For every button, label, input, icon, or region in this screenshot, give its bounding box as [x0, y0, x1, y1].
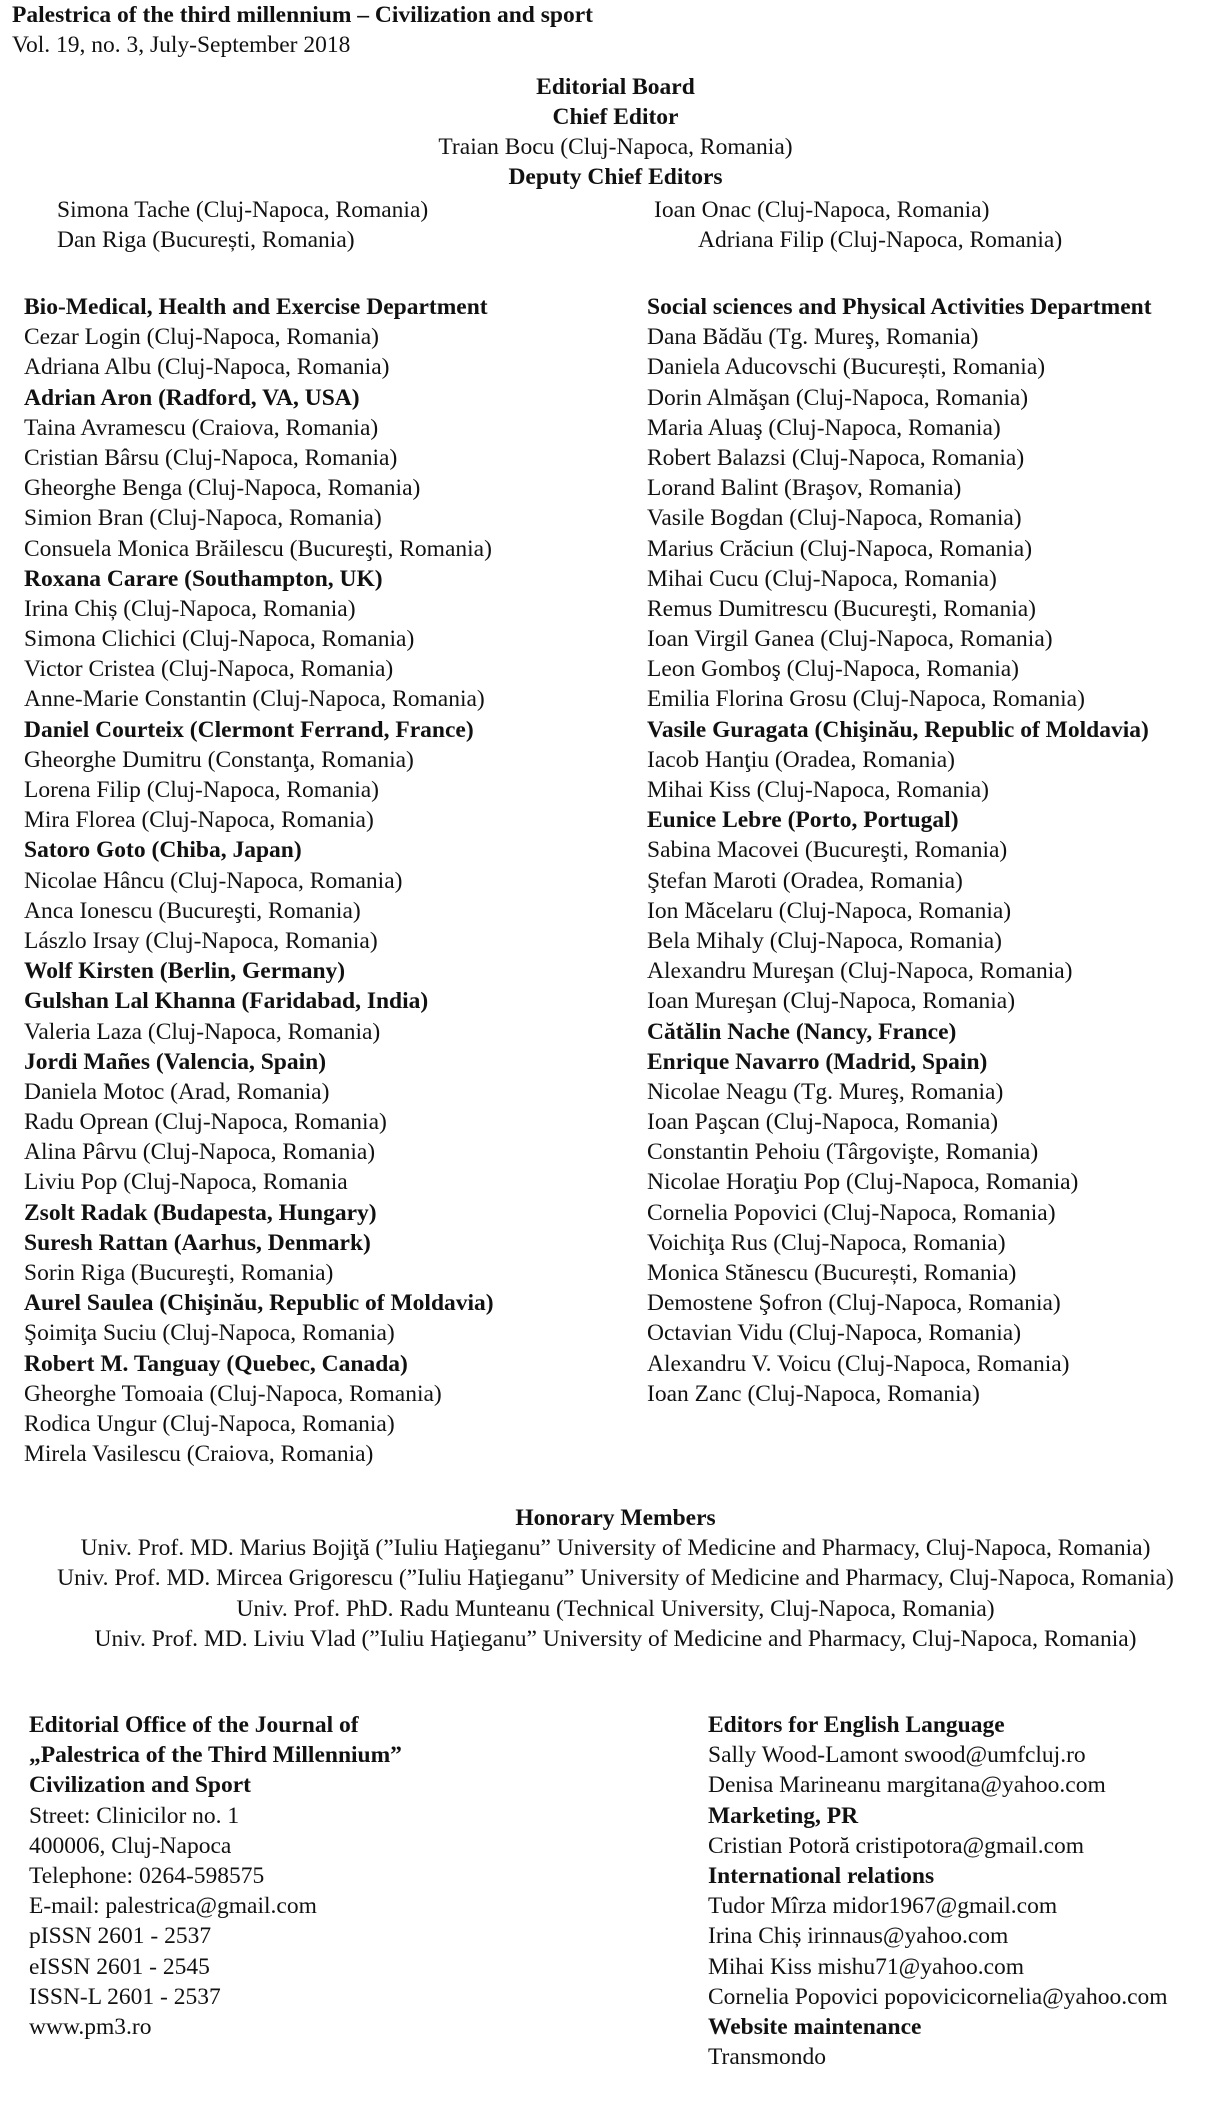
member-entry: Gheorghe Dumitru (Constanţa, Romania) — [24, 746, 414, 773]
office-website[interactable]: www.pm3.ro — [29, 2013, 152, 2040]
journal-title: Palestrica of the third millennium – Civilization and sport — [12, 2, 593, 28]
member-entry: Suresh Rattan (Aarhus, Denmark) — [24, 1229, 371, 1256]
member-entry: Daniela Motoc (Arad, Romania) — [24, 1078, 330, 1105]
staff-section-heading: International relations — [708, 1862, 935, 1889]
editorial-office — [29, 1710, 402, 2042]
member-entry: Sabina Macovei (Bucureşti, Romania) — [647, 837, 1008, 864]
member-entry: Zsolt Radak (Budapesta, Hungary) — [24, 1199, 377, 1226]
member-entry: Robert Balazsi (Cluj-Napoca, Romania) — [647, 444, 1025, 471]
member-entry: Mira Florea (Cluj-Napoca, Romania) — [24, 807, 374, 834]
member-entry: Liviu Pop (Cluj-Napoca, Romania — [24, 1169, 348, 1196]
member-entry: Lorena Filip (Cluj-Napoca, Romania) — [24, 777, 380, 803]
member-entry: Gulshan Lal Khanna (Faridabad, India) — [24, 988, 429, 1015]
volume-info: Vol. 19, no. 3, July-September 2018 — [12, 32, 351, 58]
staff-entry: Irina Chiș irinnaus@yahoo.com — [708, 1923, 1009, 1950]
chief-editor: Traian Bocu (Cluj-Napoca, Romania) — [438, 134, 793, 160]
member-entry: Valeria Laza (Cluj-Napoca, Romania) — [24, 1018, 381, 1045]
deputy-editors-heading: Deputy Chief Editors — [508, 164, 723, 190]
member-entry: Octavian Vidu (Cluj-Napoca, Romania) — [647, 1320, 1022, 1347]
staff-section-heading: Marketing, PR — [708, 1802, 859, 1829]
social-sciences-department — [647, 292, 1152, 1409]
staff-list — [708, 1710, 1168, 2072]
staff-contacts — [708, 1710, 1168, 2072]
member-entry: Cezar Login (Cluj-Napoca, Romania) — [24, 324, 379, 351]
staff-entry: Transmondo — [708, 2044, 826, 2071]
member-entry: Bela Mihaly (Cluj-Napoca, Romania) — [647, 927, 1003, 954]
member-entry: Aurel Saulea (Chişinău, Republic of Moldavia) — [24, 1290, 494, 1317]
office-pissn: pISSN 2601 - 2537 — [29, 1923, 212, 1950]
member-entry: Remus Dumitrescu (Bucureşti, Romania) — [647, 595, 1036, 622]
department-heading: Bio-Medical, Health and Exercise Department — [24, 294, 488, 320]
member-entry: Vasile Guragata (Chişinău, Republic of Moldavia) — [647, 716, 1149, 743]
office-eissn: eISSN 2601 - 2545 — [29, 1953, 210, 1980]
member-entry: Şoimiţa Suciu (Cluj-Napoca, Romania) — [24, 1320, 395, 1347]
member-entry: Satoro Goto (Chiba, Japan) — [24, 837, 302, 864]
member-entry: Taina Avramescu (Craiova, Romania) — [24, 414, 379, 441]
staff-entry: Cornelia Popovici popovicicornelia@yahoo.com — [708, 1983, 1168, 2010]
member-entry: Roxana Carare (Southampton, UK) — [24, 565, 383, 592]
member-entry: Mihai Cucu (Cluj-Napoca, Romania) — [647, 565, 997, 592]
member-entry: Iacob Hanţiu (Oradea, Romania) — [647, 746, 955, 773]
biomedical-department — [24, 292, 494, 1469]
member-entry: Voichiţa Rus (Cluj-Napoca, Romania) — [647, 1229, 1006, 1256]
office-city: 400006, Cluj-Napoca — [29, 1832, 232, 1859]
member-entry: Nicolae Hâncu (Cluj-Napoca, Romania) — [24, 867, 403, 894]
member-entry: Adriana Albu (Cluj-Napoca, Romania) — [24, 354, 390, 381]
member-entry: Mihai Kiss (Cluj-Napoca, Romania) — [647, 777, 989, 803]
department-heading: Social sciences and Physical Activities Department — [647, 294, 1152, 320]
staff-section-heading: Editors for English Language — [708, 1712, 1005, 1738]
member-entry: Cornelia Popovici (Cluj-Napoca, Romania) — [647, 1199, 1056, 1226]
member-entry: Daniela Aducovschi (București, Romania) — [647, 354, 1046, 381]
member-entry: Ioan Paşcan (Cluj-Napoca, Romania) — [647, 1109, 999, 1136]
member-entry: Radu Oprean (Cluj-Napoca, Romania) — [24, 1109, 387, 1136]
member-entry: Cătălin Nache (Nancy, France) — [647, 1018, 957, 1045]
member-entry: Cristian Bârsu (Cluj-Napoca, Romania) — [24, 444, 398, 471]
member-entry: Emilia Florina Grosu (Cluj-Napoca, Romania) — [647, 686, 1085, 713]
member-entry: Anca Ionescu (Bucureşti, Romania) — [24, 897, 361, 924]
member-entry: Jordi Mañes (Valencia, Spain) — [24, 1048, 327, 1075]
deputy-editor: Ioan Onac (Cluj-Napoca, Romania) — [654, 197, 990, 223]
member-entry: Simona Clichici (Cluj-Napoca, Romania) — [24, 626, 415, 653]
member-entry: Consuela Monica Brăilescu (Bucureşti, Romania) — [24, 535, 492, 562]
member-entry: Constantin Pehoiu (Târgovişte, Romania) — [647, 1139, 1039, 1166]
member-entry: Sorin Riga (Bucureşti, Romania) — [24, 1260, 334, 1286]
office-issnl: ISSN-L 2601 - 2537 — [29, 1983, 221, 2010]
member-entry: Gheorghe Benga (Cluj-Napoca, Romania) — [24, 475, 421, 502]
member-entry: Adrian Aron (Radford, VA, USA) — [24, 384, 360, 411]
honorary-members — [0, 1503, 1231, 1654]
office-heading: „Palestrica of the Third Millennium” — [29, 1742, 402, 1769]
member-entry: Lászlo Irsay (Cluj-Napoca, Romania) — [24, 927, 378, 954]
member-entry: Anne-Marie Constantin (Cluj-Napoca, Romania) — [24, 686, 485, 713]
member-entry: Nicolae Neagu (Tg. Mureş, Romania) — [647, 1078, 1004, 1105]
staff-section-heading: Website maintenance — [708, 2013, 922, 2040]
member-entry: Leon Gomboş (Cluj-Napoca, Romania) — [647, 656, 1019, 683]
member-entry: Gheorghe Tomoaia (Cluj-Napoca, Romania) — [24, 1380, 442, 1407]
office-email[interactable]: E-mail: palestrica@gmail.com — [29, 1893, 317, 1920]
member-entry: Simion Bran (Cluj-Napoca, Romania) — [24, 505, 382, 532]
member-entry: Daniel Courteix (Clermont Ferrand, France) — [24, 716, 474, 743]
member-entry: Irina Chiș (Cluj-Napoca, Romania) — [24, 595, 356, 622]
office-heading: Editorial Office of the Journal of — [29, 1712, 359, 1738]
member-entry: Nicolae Horaţiu Pop (Cluj-Napoca, Romania) — [647, 1169, 1079, 1196]
member-entry: Alexandru Mureşan (Cluj-Napoca, Romania) — [647, 958, 1073, 985]
honorary-member: Univ. Prof. PhD. Radu Munteanu (Technical University, Cluj-Napoca, Romania) — [236, 1595, 995, 1622]
member-entry: Mirela Vasilescu (Craiova, Romania) — [24, 1441, 374, 1468]
member-entry: Maria Aluaş (Cluj-Napoca, Romania) — [647, 414, 1001, 441]
member-list — [24, 322, 494, 1469]
member-entry: Eunice Lebre (Porto, Portugal) — [647, 807, 959, 834]
editorial-board-heading: Editorial Board — [536, 74, 695, 100]
office-street: Street: Clinicilor no. 1 — [29, 1802, 240, 1829]
member-entry: Ion Măcelaru (Cluj-Napoca, Romania) — [647, 897, 1012, 924]
member-entry: Demostene Şofron (Cluj-Napoca, Romania) — [647, 1290, 1061, 1317]
staff-entry: Tudor Mîrza midor1967@gmail.com — [708, 1893, 1058, 1920]
member-entry: Rodica Ungur (Cluj-Napoca, Romania) — [24, 1410, 395, 1437]
staff-entry: Denisa Marineanu margitana@yahoo.com — [708, 1772, 1106, 1799]
honorary-member: Univ. Prof. MD. Mircea Grigorescu (”Iuliu Haţieganu” University of Medicine and Pharmacy, Cluj-Napoca, Romania) — [57, 1565, 1174, 1592]
member-entry: Ioan Virgil Ganea (Cluj-Napoca, Romania) — [647, 626, 1053, 653]
member-entry: Alexandru V. Voicu (Cluj-Napoca, Romania) — [647, 1350, 1070, 1377]
honorary-member: Univ. Prof. MD. Marius Bojiţă (”Iuliu Haţieganu” University of Medicine and Pharmacy, Cluj-Napoca, Romania) — [80, 1535, 1151, 1562]
member-entry: Victor Cristea (Cluj-Napoca, Romania) — [24, 656, 394, 683]
honorary-heading: Honorary Members — [515, 1505, 716, 1531]
staff-entry: Mihai Kiss mishu71@yahoo.com — [708, 1953, 1025, 1980]
deputy-editor: Adriana Filip (Cluj-Napoca, Romania) — [698, 227, 1063, 253]
chief-editor-heading: Chief Editor — [552, 104, 679, 130]
office-telephone: Telephone: 0264-598575 — [29, 1862, 265, 1889]
member-entry: Dana Bădău (Tg. Mureş, Romania) — [647, 324, 979, 351]
member-entry: Dorin Almăşan (Cluj-Napoca, Romania) — [647, 384, 1029, 411]
member-entry: Ştefan Maroti (Oradea, Romania) — [647, 867, 963, 894]
member-entry: Monica Stănescu (București, Romania) — [647, 1260, 1017, 1286]
deputy-editor: Dan Riga (București, Romania) — [57, 227, 355, 253]
member-entry: Wolf Kirsten (Berlin, Germany) — [24, 958, 346, 985]
honorary-member: Univ. Prof. MD. Liviu Vlad (”Iuliu Haţieganu” University of Medicine and Pharmacy, Cluj-Napoca, Romania) — [94, 1625, 1137, 1652]
staff-entry: Cristian Potoră cristipotora@gmail.com — [708, 1832, 1085, 1859]
member-entry: Ioan Zanc (Cluj-Napoca, Romania) — [647, 1380, 980, 1407]
member-entry: Ioan Mureşan (Cluj-Napoca, Romania) — [647, 988, 1016, 1015]
member-entry: Marius Crăciun (Cluj-Napoca, Romania) — [647, 535, 1033, 562]
member-entry: Enrique Navarro (Madrid, Spain) — [647, 1048, 988, 1075]
deputy-editor: Simona Tache (Cluj-Napoca, Romania) — [57, 197, 429, 223]
staff-entry: Sally Wood-Lamont swood@umfcluj.ro — [708, 1742, 1086, 1769]
member-entry: Alina Pârvu (Cluj-Napoca, Romania) — [24, 1139, 376, 1166]
member-entry: Lorand Balint (Braşov, Romania) — [647, 475, 962, 502]
office-heading: Civilization and Sport — [29, 1772, 251, 1799]
member-entry: Vasile Bogdan (Cluj-Napoca, Romania) — [647, 505, 1022, 532]
member-entry: Robert M. Tanguay (Quebec, Canada) — [24, 1350, 408, 1377]
member-list — [647, 322, 1152, 1409]
